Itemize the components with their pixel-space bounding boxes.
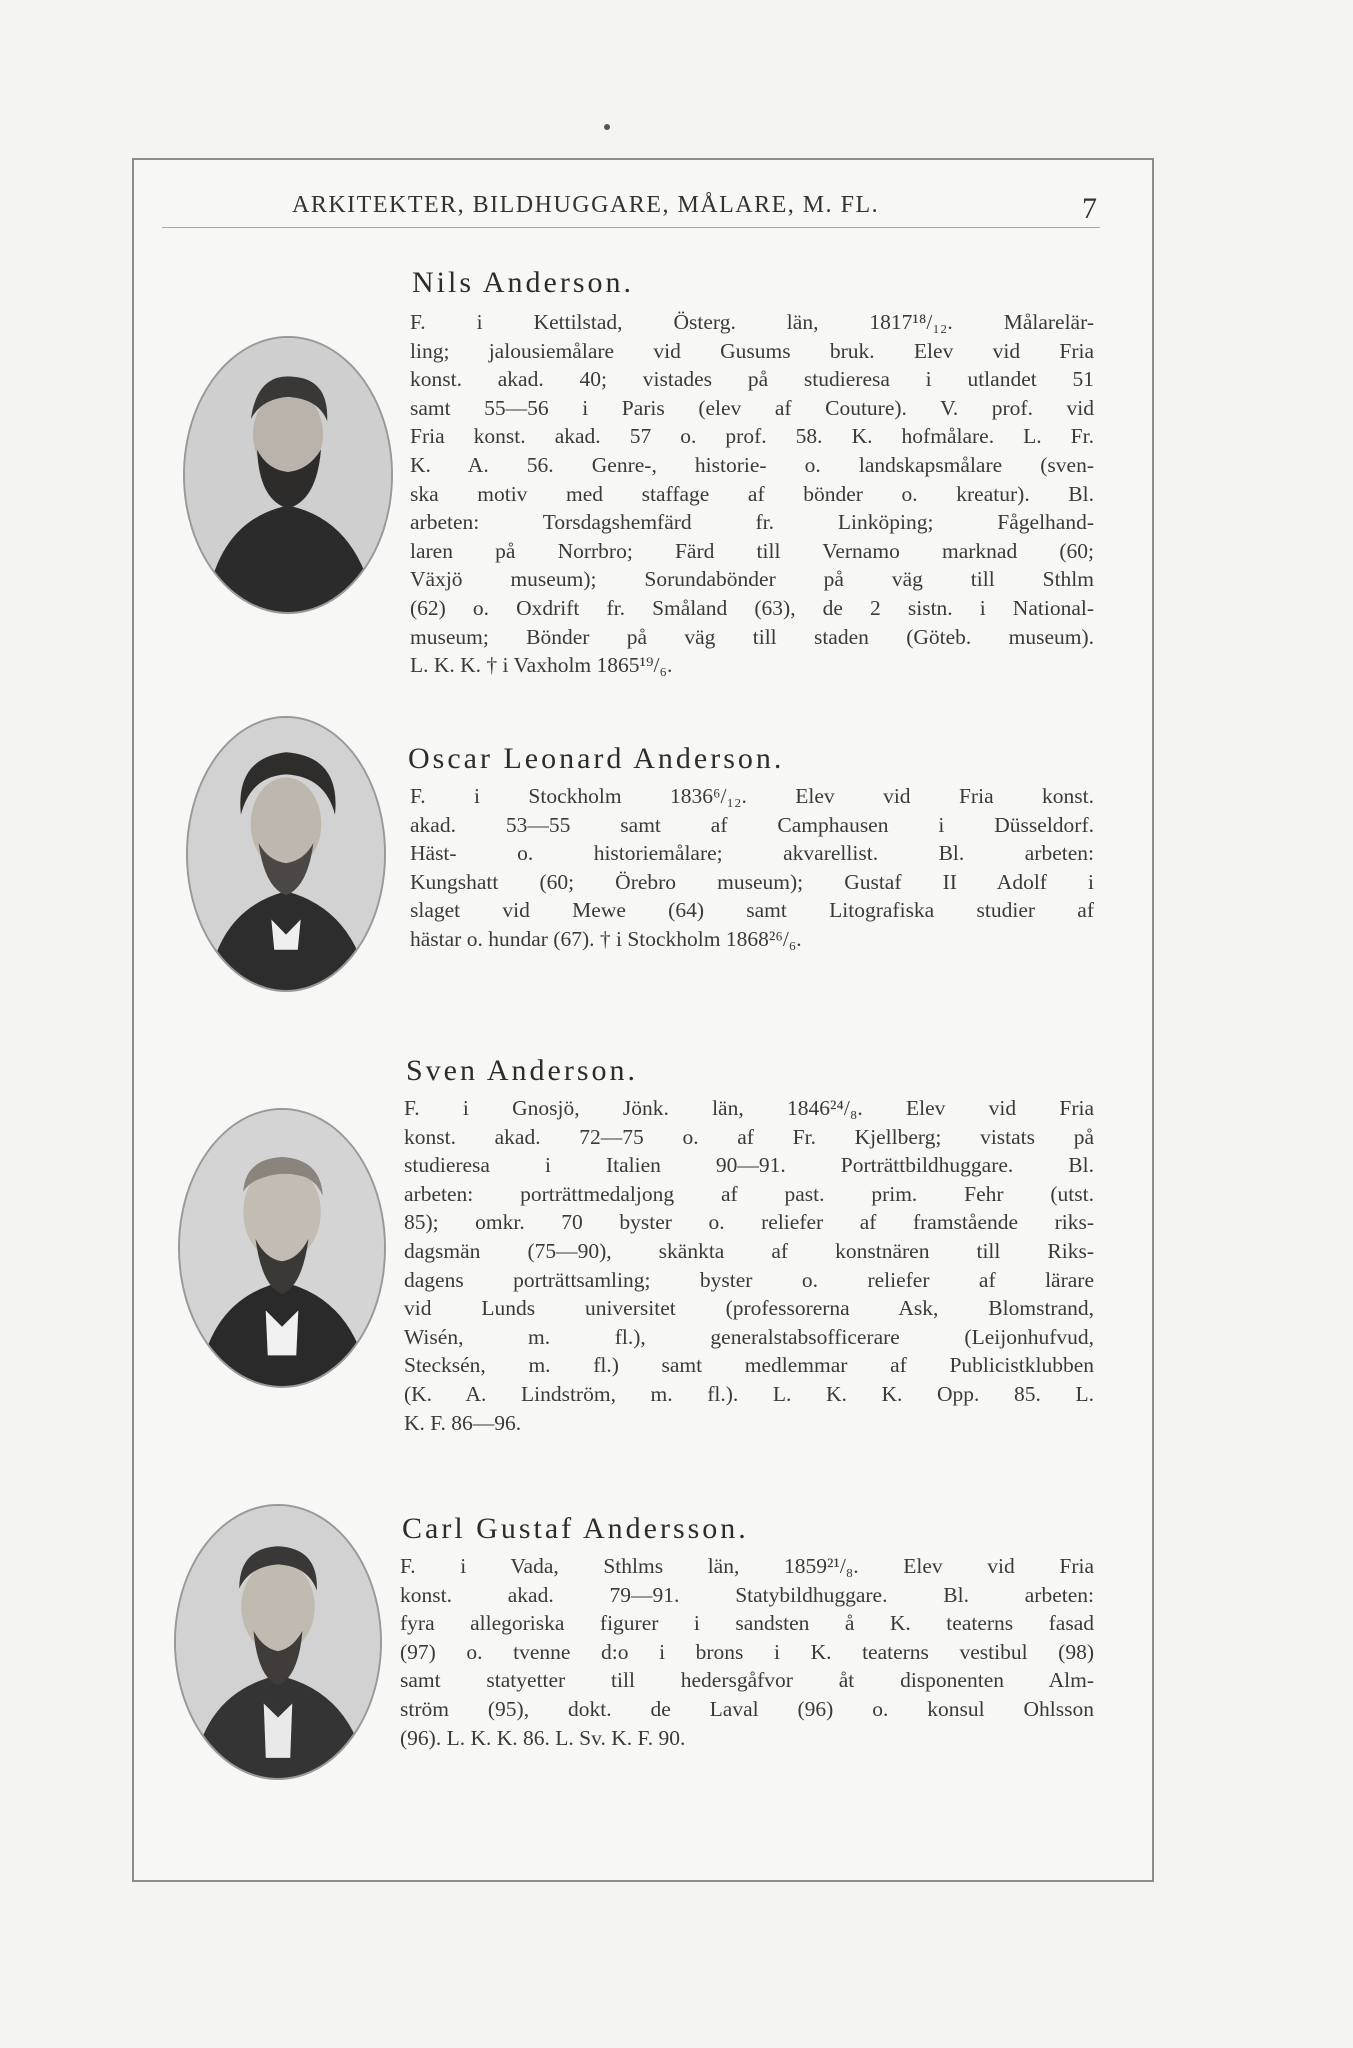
entry-bio-sven-anderson — [404, 1094, 1094, 1437]
bio-line: slaget vid Mewe (64) samt Litografiska studier af — [410, 898, 1094, 923]
bio-line: ska motiv med staffage af bönder o. kreatur). Bl. — [410, 481, 1094, 506]
running-head — [160, 158, 1097, 228]
entry-name-nils-anderson: Nils Anderson. — [412, 266, 634, 299]
bio-line: arbeten: porträttmedaljong af past. prim. Fehr (utst. — [404, 1181, 1094, 1206]
portrait-figure — [188, 718, 384, 990]
bio-line: Kungshatt (60; Örebro museum); Gustaf II Adolf i — [410, 869, 1094, 894]
portrait-carl-gustaf-andersson — [174, 1504, 382, 1780]
bio-line: F. i Gnosjö, Jönk. län, 1846²⁴/₈. Elev vid Fria — [404, 1096, 1094, 1120]
bio-line: (K. A. Lindström, m. fl.). L. K. K. Opp. 85. L. — [404, 1381, 1094, 1406]
speck-mark — [604, 124, 610, 130]
bio-line: (62) o. Oxdrift fr. Småland (63), de 2 sistn. i National- — [410, 595, 1094, 620]
bio-line: (97) o. tvenne d:o i brons i K. teaterns vestibul (98) — [400, 1639, 1094, 1664]
bio-line: konst. akad. 79—91. Statybildhuggare. Bl. arbeten: — [400, 1582, 1094, 1607]
bio-line: Stecksén, m. fl.) samt medlemmar af Publicistklubben — [404, 1353, 1094, 1378]
bio-line: akad. 53—55 samt af Camphausen i Düsseldorf. — [410, 812, 1094, 837]
bio-line: museum; Bönder på väg till staden (Göteb. museum). — [410, 624, 1094, 649]
bio-line: F. i Stockholm 1836⁶/₁₂. Elev vid Fria konst. — [410, 784, 1094, 808]
bio-line: Wisén, m. fl.), generalstabsofficerare (Leijonhufvud, — [404, 1324, 1094, 1349]
bio-line: F. i Kettilstad, Österg. län, 1817¹⁸/₁₂. Målarelär- — [410, 310, 1094, 334]
bio-line: K. A. 56. Genre-, historie- o. landskapsmålare (sven- — [410, 452, 1094, 477]
bio-line: dagens porträttsamling; byster o. reliefer af lärare — [404, 1267, 1094, 1292]
portrait-oscar-leonard-anderson — [186, 716, 386, 992]
portrait-figure — [185, 338, 391, 612]
bio-line: ström (95), dokt. de Laval (96) o. konsul Ohlsson — [400, 1696, 1094, 1721]
bio-line: K. F. 86—96. — [404, 1410, 522, 1435]
bio-line: vid Lunds universitet (professorerna Ask, Blomstrand, — [404, 1296, 1094, 1321]
portrait-figure — [176, 1506, 380, 1778]
bio-line: hästar o. hundar (67). † i Stockholm 1868²⁶/₆. — [410, 926, 802, 951]
portrait-nils-anderson — [183, 336, 393, 614]
bio-line: ling; jalousiemålare vid Gusums bruk. Elev vid Fria — [410, 338, 1094, 363]
bio-line: 85); omkr. 70 byster o. reliefer af framstående riks- — [404, 1210, 1094, 1235]
bio-line: Växjö museum); Sorundabönder på väg till Sthlm — [410, 567, 1094, 592]
header-rule — [162, 227, 1100, 228]
entry-bio-oscar-leonard-anderson — [410, 782, 1094, 954]
bio-line: F. i Vada, Sthlms län, 1859²¹/₈. Elev vid Fria — [400, 1554, 1094, 1578]
bio-line: arbeten: Torsdagshemfärd fr. Linköping; Fågelhand- — [410, 510, 1094, 535]
bio-line: Fria konst. akad. 57 o. prof. 58. K. hofmålare. L. Fr. — [410, 424, 1094, 449]
bio-line: samt statyetter till hedersgåfvor åt disponenten Alm- — [400, 1668, 1094, 1693]
entry-bio-carl-gustaf-andersson — [400, 1552, 1094, 1752]
bio-line: dagsmän (75—90), skänkta af konstnären till Riks- — [404, 1238, 1094, 1263]
entry-bio-nils-anderson — [410, 308, 1094, 680]
entry-name-carl-gustaf-andersson: Carl Gustaf Andersson. — [402, 1512, 749, 1545]
entry-name-oscar-leonard-anderson: Oscar Leonard Anderson. — [408, 742, 785, 775]
portrait-figure — [180, 1110, 384, 1386]
bio-line: L. K. K. † i Vaxholm 1865¹⁹/₆. — [410, 653, 673, 678]
bio-line: Häst- o. historiemålare; akvarellist. Bl. arbeten: — [410, 841, 1094, 866]
portrait-sven-anderson — [178, 1108, 386, 1388]
bio-line: samt 55—56 i Paris (elev af Couture). V. prof. vid — [410, 395, 1094, 420]
entry-name-sven-anderson: Sven Anderson. — [406, 1054, 638, 1087]
bio-line: fyra allegoriska figurer i sandsten å K. teaterns fasad — [400, 1611, 1094, 1636]
bio-line: laren på Norrbro; Färd till Vernamo marknad (60; — [410, 538, 1094, 563]
bio-line: studieresa i Italien 90—91. Porträttbildhuggare. Bl. — [404, 1153, 1094, 1178]
page-number: 7 — [1082, 192, 1097, 225]
bio-line: konst. akad. 40; vistades på studieresa i utlandet 51 — [410, 367, 1094, 392]
running-head-title: ARKITEKTER, BILDHUGGARE, MÅLARE, M. FL. — [292, 192, 880, 218]
bio-line: (96). L. K. K. 86. L. Sv. K. F. 90. — [400, 1725, 686, 1750]
bio-line: konst. akad. 72—75 o. af Fr. Kjellberg; vistats på — [404, 1124, 1094, 1149]
